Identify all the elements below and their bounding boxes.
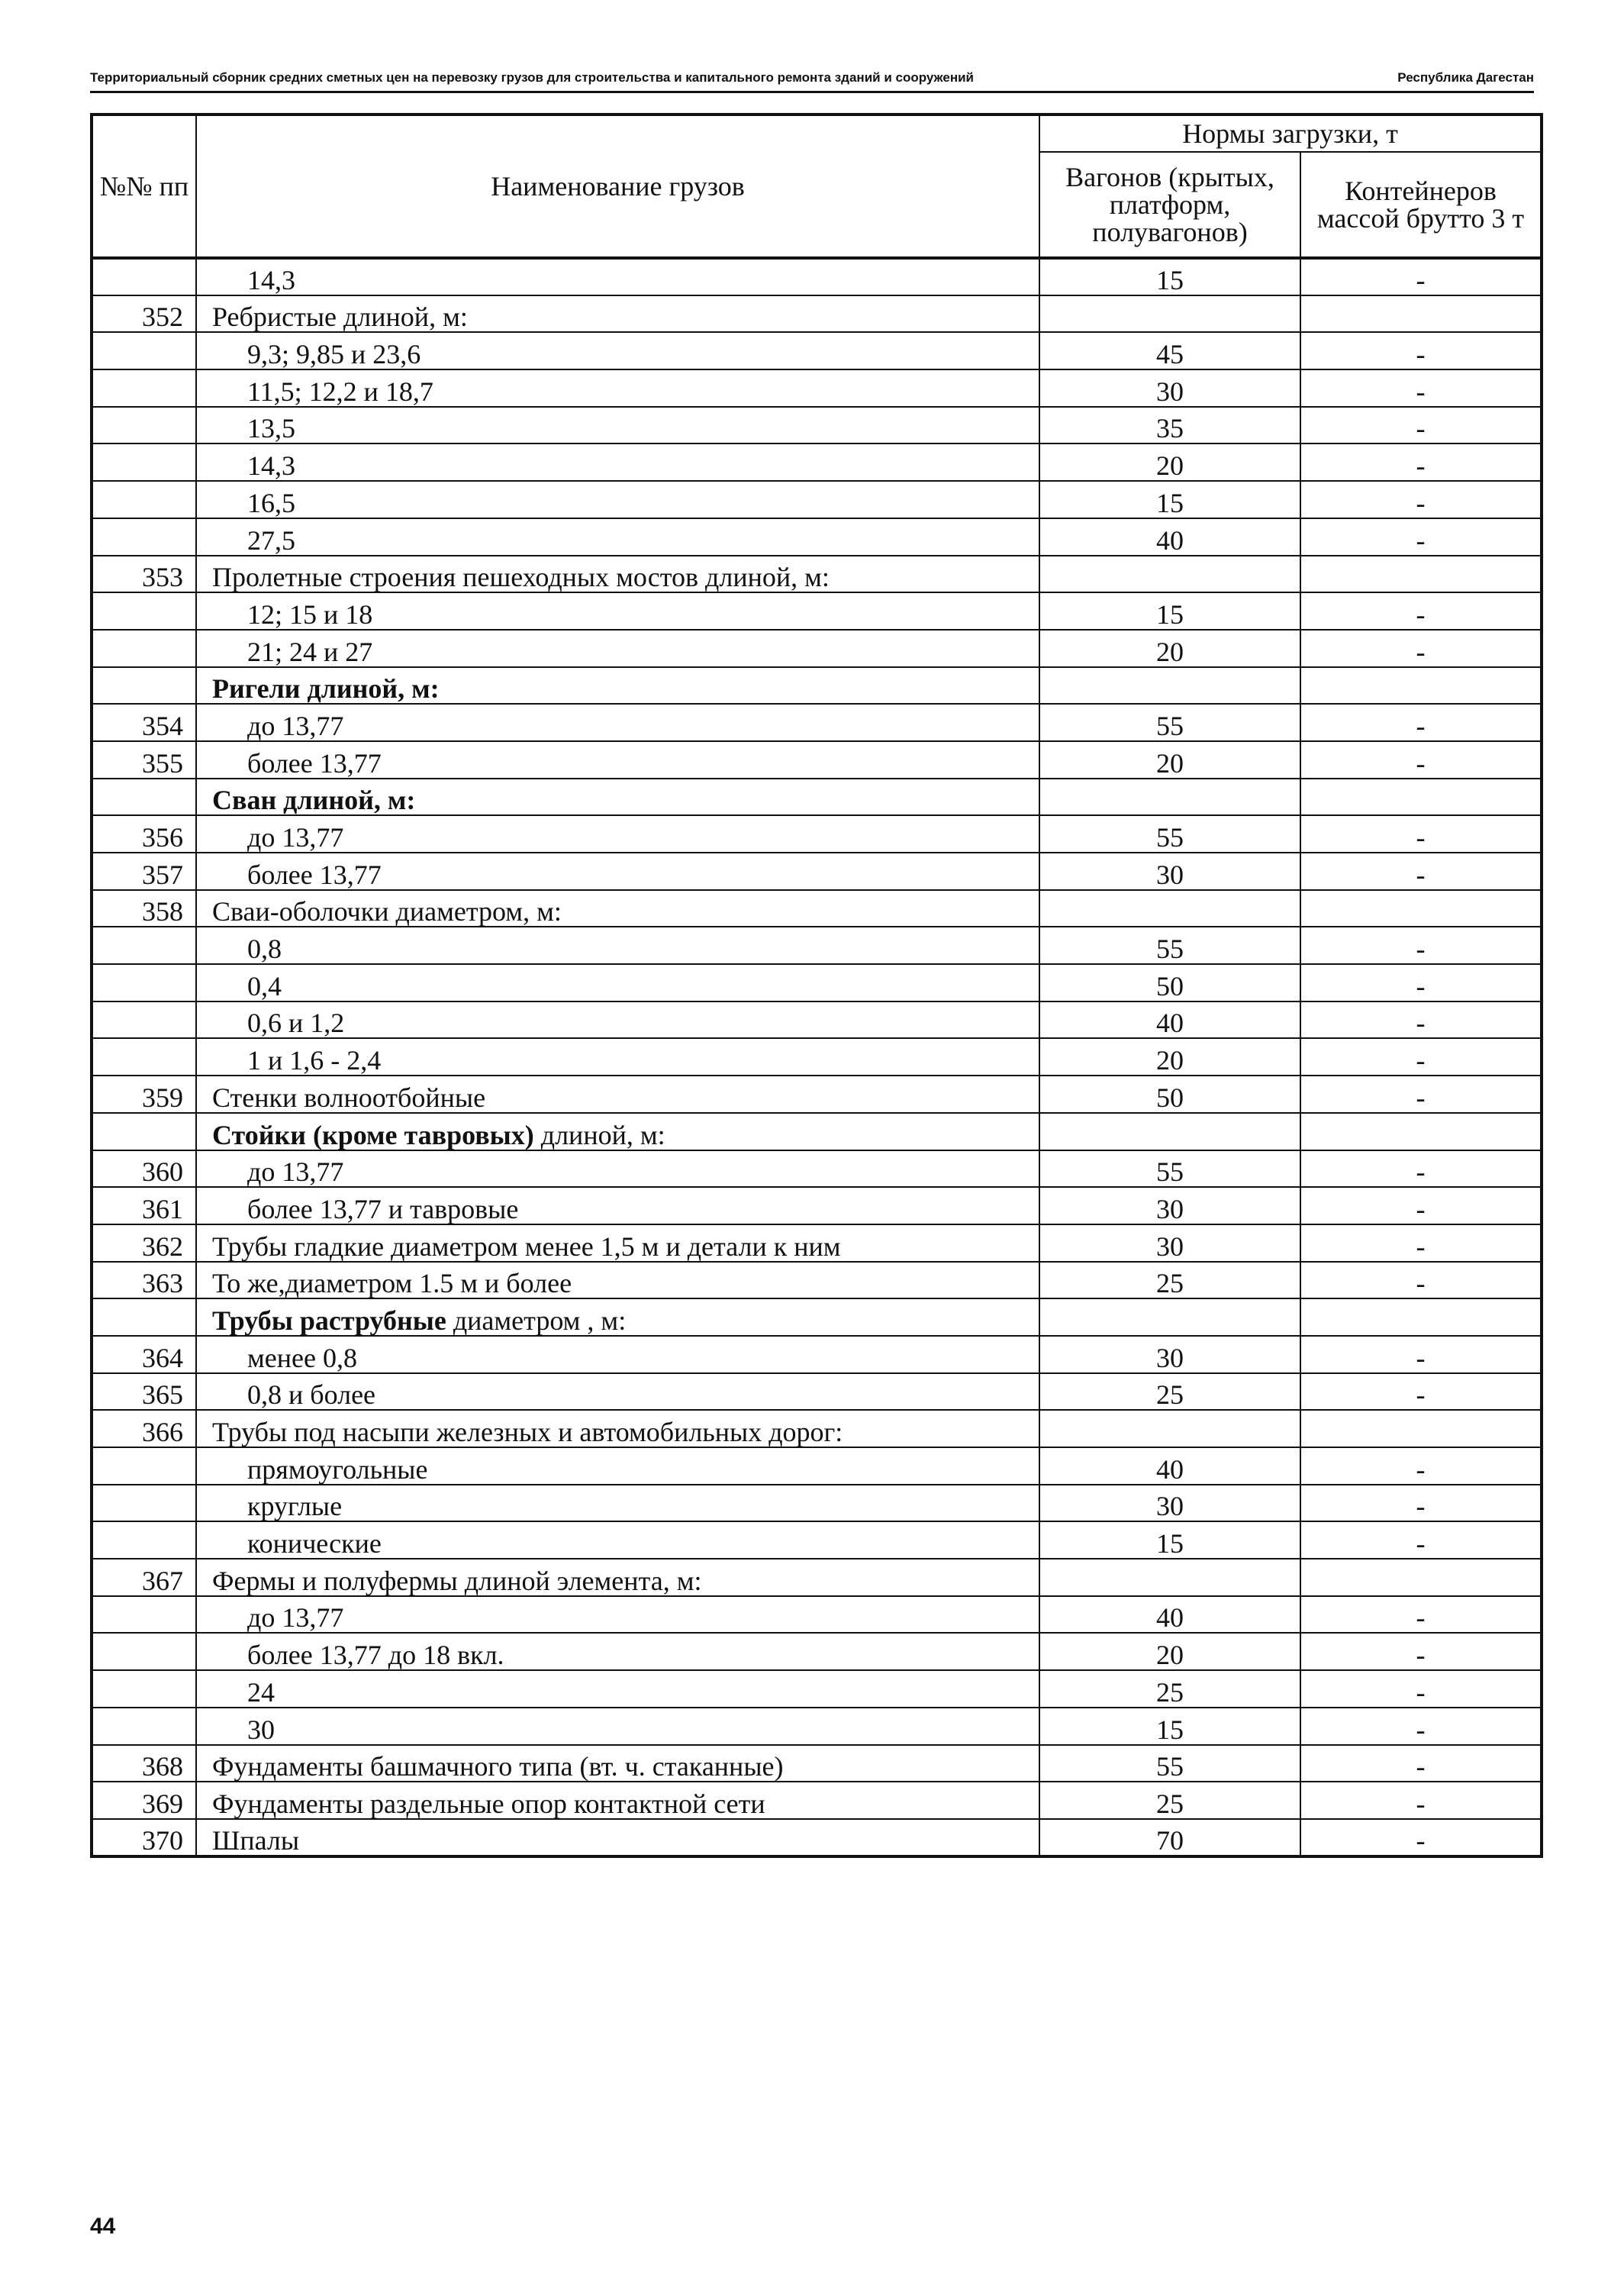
row-number (92, 407, 196, 444)
table-row (92, 1782, 1542, 1819)
cargo-name: 14,3 (196, 443, 1039, 481)
cargo-name (196, 1298, 1039, 1336)
table-row (92, 1559, 1542, 1596)
wagon-norm: 55 (1039, 704, 1300, 741)
row-number (92, 1670, 196, 1708)
row-number (92, 1521, 196, 1559)
container-norm: - (1300, 1373, 1542, 1411)
table-row (92, 1262, 1542, 1299)
container-norm: - (1300, 964, 1542, 1001)
wagon-norm (1039, 779, 1300, 816)
wagon-norm (1039, 1113, 1300, 1150)
container-norm: - (1300, 1745, 1542, 1782)
table-row (92, 407, 1542, 444)
wagon-norm: 55 (1039, 1745, 1300, 1782)
container-norm: - (1300, 1224, 1542, 1262)
table-row (92, 890, 1542, 927)
cargo-name (196, 1113, 1039, 1150)
container-norm: - (1300, 1670, 1542, 1708)
wagon-norm: 20 (1039, 1038, 1300, 1076)
cargo-name: конические (196, 1521, 1039, 1559)
row-number: 361 (92, 1187, 196, 1224)
wagon-norm: 20 (1039, 1633, 1300, 1670)
container-norm: - (1300, 853, 1542, 890)
table-row (92, 1038, 1542, 1076)
row-number: 368 (92, 1745, 196, 1782)
cargo-name-bold: Трубы раструбные (212, 1305, 446, 1336)
table-row (92, 1819, 1542, 1856)
row-number (92, 258, 196, 295)
row-number (92, 1596, 196, 1634)
table-row (92, 667, 1542, 705)
container-norm: - (1300, 1819, 1542, 1856)
container-norm: - (1300, 630, 1542, 667)
container-norm: - (1300, 1038, 1542, 1076)
table-row (92, 1298, 1542, 1336)
cargo-name: 24 (196, 1670, 1039, 1708)
container-norm (1300, 295, 1542, 333)
container-norm: - (1300, 1708, 1542, 1745)
cargo-name: менее 0,8 (196, 1336, 1039, 1373)
wagon-norm: 25 (1039, 1373, 1300, 1411)
row-number: 352 (92, 295, 196, 333)
row-number (92, 518, 196, 556)
row-number: 362 (92, 1224, 196, 1262)
row-number: 359 (92, 1076, 196, 1113)
row-number (92, 1447, 196, 1485)
wagon-norm (1039, 1298, 1300, 1336)
row-number (92, 1633, 196, 1670)
container-norm: - (1300, 1001, 1542, 1039)
container-norm: - (1300, 1485, 1542, 1522)
table-row (92, 1745, 1542, 1782)
cargo-name: прямоугольные (196, 1447, 1039, 1485)
wagon-norm (1039, 667, 1300, 705)
cargo-name: 21; 24 и 27 (196, 630, 1039, 667)
table-row (92, 779, 1542, 816)
cargo-name: 30 (196, 1708, 1039, 1745)
row-number (92, 630, 196, 667)
container-norm (1300, 779, 1542, 816)
cargo-name: Фундаменты раздельные опор контактной сети (196, 1782, 1039, 1819)
cargo-name-rest: длиной, м: (533, 1119, 665, 1150)
cargo-name: Ригели длиной, м: (196, 667, 1039, 705)
row-number: 363 (92, 1262, 196, 1299)
wagon-norm: 30 (1039, 369, 1300, 407)
wagon-norm: 55 (1039, 1150, 1300, 1188)
row-number (92, 964, 196, 1001)
row-number: 370 (92, 1819, 196, 1856)
row-number (92, 1001, 196, 1039)
column-header-name: Наименование грузов (196, 114, 1039, 258)
table-row (92, 927, 1542, 964)
wagon-norm (1039, 890, 1300, 927)
table-body (92, 258, 1542, 1856)
wagon-norm: 40 (1039, 1447, 1300, 1485)
cargo-name: Трубы гладкие диаметром менее 1,5 м и детали к ним (196, 1224, 1039, 1262)
table-row (92, 481, 1542, 518)
cargo-name-bold: Стойки (кроме тавровых) (212, 1119, 534, 1150)
wagon-norm: 25 (1039, 1670, 1300, 1708)
wagon-norm: 15 (1039, 1521, 1300, 1559)
wagon-norm: 15 (1039, 481, 1300, 518)
table-row (92, 518, 1542, 556)
container-norm: - (1300, 1596, 1542, 1634)
table-row (92, 704, 1542, 741)
row-number (92, 1038, 196, 1076)
cargo-name: Трубы под насыпи железных и автомобильных дорог: (196, 1410, 1039, 1447)
row-number (92, 1485, 196, 1522)
container-norm (1300, 556, 1542, 593)
cargo-name: круглые (196, 1485, 1039, 1522)
table-row (92, 1633, 1542, 1670)
cargo-name: 16,5 (196, 481, 1039, 518)
wagon-norm: 50 (1039, 964, 1300, 1001)
table-row (92, 815, 1542, 853)
wagon-norm: 20 (1039, 741, 1300, 779)
container-norm: - (1300, 1076, 1542, 1113)
table-row (92, 630, 1542, 667)
wagon-norm (1039, 295, 1300, 333)
wagon-norm: 50 (1039, 1076, 1300, 1113)
header-divider (90, 91, 1534, 93)
cargo-name: 13,5 (196, 407, 1039, 444)
header-region: Республика Дагестан (1397, 70, 1534, 85)
container-norm: - (1300, 481, 1542, 518)
wagon-norm: 20 (1039, 630, 1300, 667)
row-number (92, 481, 196, 518)
table-row (92, 1373, 1542, 1411)
cargo-name: 0,8 и более (196, 1373, 1039, 1411)
column-header-containers: Контейнеров массой брутто 3 т (1300, 152, 1542, 258)
table-row (92, 1113, 1542, 1150)
table-row (92, 1596, 1542, 1634)
row-number: 364 (92, 1336, 196, 1373)
row-number (92, 592, 196, 630)
wagon-norm: 40 (1039, 1001, 1300, 1039)
container-norm (1300, 1113, 1542, 1150)
container-norm: - (1300, 741, 1542, 779)
column-header-number: №№ пп (92, 114, 196, 258)
cargo-name: Сваи-оболочки диаметром, м: (196, 890, 1039, 927)
row-number (92, 779, 196, 816)
row-number: 369 (92, 1782, 196, 1819)
container-norm: - (1300, 592, 1542, 630)
wagon-norm: 30 (1039, 1224, 1300, 1262)
cargo-name: Фундаменты башмачного типа (вт. ч. стаканные) (196, 1745, 1039, 1782)
cargo-name: 1 и 1,6 - 2,4 (196, 1038, 1039, 1076)
row-number (92, 1708, 196, 1745)
wagon-norm: 30 (1039, 1485, 1300, 1522)
column-header-group: Нормы загрузки, т (1039, 114, 1542, 152)
row-number: 358 (92, 890, 196, 927)
table-row (92, 741, 1542, 779)
table-row (92, 1485, 1542, 1522)
wagon-norm: 40 (1039, 1596, 1300, 1634)
container-norm: - (1300, 407, 1542, 444)
container-norm: - (1300, 518, 1542, 556)
cargo-name: 12; 15 и 18 (196, 592, 1039, 630)
container-norm: - (1300, 927, 1542, 964)
table-row (92, 1670, 1542, 1708)
cargo-name: Пролетные строения пешеходных мостов длиной, м: (196, 556, 1039, 593)
page-number: 44 (90, 2214, 116, 2239)
table-row (92, 443, 1542, 481)
cargo-name: 0,4 (196, 964, 1039, 1001)
row-number (92, 927, 196, 964)
container-norm (1300, 1410, 1542, 1447)
cargo-name: Шпалы (196, 1819, 1039, 1856)
wagon-norm (1039, 556, 1300, 593)
table-row (92, 1447, 1542, 1485)
cargo-name: 0,6 и 1,2 (196, 1001, 1039, 1039)
wagon-norm: 25 (1039, 1782, 1300, 1819)
container-norm: - (1300, 332, 1542, 369)
row-number: 355 (92, 741, 196, 779)
wagon-norm (1039, 1410, 1300, 1447)
cargo-name: более 13,77 и тавровые (196, 1187, 1039, 1224)
table-row (92, 369, 1542, 407)
cargo-name: 9,3; 9,85 и 23,6 (196, 332, 1039, 369)
running-header (90, 66, 1534, 89)
container-norm (1300, 1559, 1542, 1596)
table-row (92, 1001, 1542, 1039)
row-number: 357 (92, 853, 196, 890)
table-row (92, 1150, 1542, 1188)
row-number (92, 1113, 196, 1150)
container-norm: - (1300, 1187, 1542, 1224)
cargo-name: более 13,77 (196, 741, 1039, 779)
container-norm: - (1300, 1150, 1542, 1188)
container-norm (1300, 890, 1542, 927)
container-norm: - (1300, 1336, 1542, 1373)
row-number (92, 369, 196, 407)
container-norm: - (1300, 369, 1542, 407)
table-header (92, 114, 1542, 258)
cargo-name: до 13,77 (196, 815, 1039, 853)
table-row (92, 1521, 1542, 1559)
row-number: 366 (92, 1410, 196, 1447)
row-number: 367 (92, 1559, 196, 1596)
table-row (92, 1336, 1542, 1373)
wagon-norm: 30 (1039, 1336, 1300, 1373)
table-row (92, 964, 1542, 1001)
table-row (92, 295, 1542, 333)
wagon-norm: 25 (1039, 1262, 1300, 1299)
cargo-name: 11,5; 12,2 и 18,7 (196, 369, 1039, 407)
container-norm: - (1300, 704, 1542, 741)
table-row (92, 853, 1542, 890)
cargo-name: более 13,77 (196, 853, 1039, 890)
cargo-name: до 13,77 (196, 1150, 1039, 1188)
wagon-norm: 70 (1039, 1819, 1300, 1856)
row-number: 353 (92, 556, 196, 593)
table-row (92, 258, 1542, 295)
cargo-name: Фермы и полуфермы длиной элемента, м: (196, 1559, 1039, 1596)
wagon-norm: 20 (1039, 443, 1300, 481)
container-norm (1300, 1298, 1542, 1336)
wagon-norm: 15 (1039, 592, 1300, 630)
container-norm: - (1300, 815, 1542, 853)
table-row (92, 1187, 1542, 1224)
cargo-name: То же,диаметром 1.5 м и более (196, 1262, 1039, 1299)
wagon-norm: 15 (1039, 258, 1300, 295)
container-norm: - (1300, 1447, 1542, 1485)
container-norm: - (1300, 1782, 1542, 1819)
row-number (92, 1298, 196, 1336)
row-number (92, 332, 196, 369)
cargo-name: 0,8 (196, 927, 1039, 964)
table-row (92, 332, 1542, 369)
container-norm: - (1300, 258, 1542, 295)
column-header-wagons: Вагонов (крытых, платформ, полувагонов) (1039, 152, 1300, 258)
row-number: 354 (92, 704, 196, 741)
wagon-norm: 30 (1039, 853, 1300, 890)
row-number: 365 (92, 1373, 196, 1411)
container-norm: - (1300, 1633, 1542, 1670)
wagon-norm: 45 (1039, 332, 1300, 369)
cargo-name: более 13,77 до 18 вкл. (196, 1633, 1039, 1670)
cargo-name: до 13,77 (196, 1596, 1039, 1634)
row-number: 360 (92, 1150, 196, 1188)
table-row (92, 1224, 1542, 1262)
wagon-norm: 15 (1039, 1708, 1300, 1745)
row-number: 356 (92, 815, 196, 853)
container-norm: - (1300, 443, 1542, 481)
table-row (92, 592, 1542, 630)
loading-norms-table (90, 113, 1543, 1858)
wagon-norm: 55 (1039, 815, 1300, 853)
table-row (92, 556, 1542, 593)
wagon-norm: 35 (1039, 407, 1300, 444)
row-number (92, 667, 196, 705)
wagon-norm (1039, 1559, 1300, 1596)
cargo-name-rest: диаметром , м: (446, 1305, 627, 1336)
container-norm: - (1300, 1521, 1542, 1559)
cargo-name: 14,3 (196, 258, 1039, 295)
cargo-name: Сван длиной, м: (196, 779, 1039, 816)
header-title: Территориальный сборник средних сметных цен на перевозку грузов для строительства и капитального ремонта зданий и сооружений (90, 70, 974, 85)
row-number (92, 443, 196, 481)
container-norm: - (1300, 1262, 1542, 1299)
wagon-norm: 40 (1039, 518, 1300, 556)
wagon-norm: 55 (1039, 927, 1300, 964)
cargo-name: Стенки волноотбойные (196, 1076, 1039, 1113)
cargo-name: Ребристые длиной, м: (196, 295, 1039, 333)
wagon-norm: 30 (1039, 1187, 1300, 1224)
container-norm (1300, 667, 1542, 705)
cargo-name: 27,5 (196, 518, 1039, 556)
table-row (92, 1410, 1542, 1447)
table-row (92, 1708, 1542, 1745)
table-row (92, 1076, 1542, 1113)
cargo-name: до 13,77 (196, 704, 1039, 741)
